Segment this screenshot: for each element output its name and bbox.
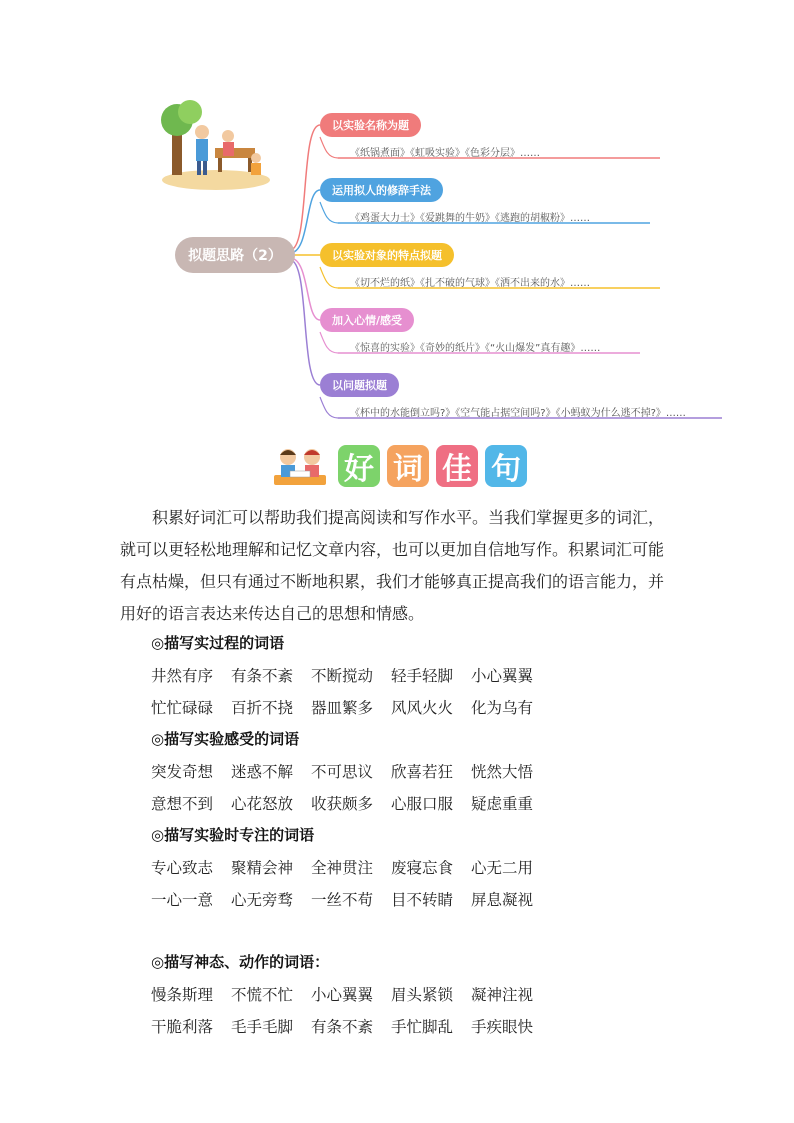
branch-feelings-examples: 《惊喜的实验》《奇妙的纸片》《“火山爆发”真有趣》…… <box>350 343 601 354</box>
word-row <box>151 888 551 910</box>
word: 手忙脚乱 <box>391 1018 454 1036</box>
word: 心无旁骛 <box>231 891 294 909</box>
section-title-expressions: ◎描写神态、动作的词语： <box>151 953 330 971</box>
word: 小心翼翼 <box>471 667 534 685</box>
title-char-1: 好 <box>338 445 380 487</box>
word: 全神贯注 <box>311 859 374 877</box>
word: 心服口服 <box>391 795 454 813</box>
word-row <box>151 664 551 686</box>
word: 专心致志 <box>151 859 214 877</box>
word: 风风火火 <box>391 699 454 717</box>
section-title-feelings: ◎描写实验感受的词语 <box>151 730 300 748</box>
word: 目不转睛 <box>391 891 454 909</box>
word: 不可思议 <box>311 763 374 781</box>
word: 意想不到 <box>151 795 214 813</box>
word-row <box>151 1015 551 1037</box>
section-title-badge <box>270 443 534 489</box>
section-title-process: ◎描写实过程的词语 <box>151 634 285 652</box>
word: 不慌不忙 <box>231 986 294 1004</box>
word: 眉头紧锁 <box>391 986 454 1004</box>
word: 废寝忘食 <box>391 859 454 877</box>
word: 不断搅动 <box>311 667 374 685</box>
word-row <box>151 792 551 814</box>
word: 有条不紊 <box>231 667 294 685</box>
title-char-2: 词 <box>387 445 429 487</box>
word-row <box>151 760 551 782</box>
word: 干脆利落 <box>151 1018 214 1036</box>
word-row <box>151 696 551 718</box>
word: 凝神注视 <box>471 986 534 1004</box>
word: 小心翼翼 <box>311 986 374 1004</box>
mind-map-root: 拟题思路（2） <box>175 237 295 273</box>
children-illustration <box>160 100 272 190</box>
word: 一丝不苟 <box>311 891 374 909</box>
word-row <box>151 856 551 878</box>
word: 心无二用 <box>471 859 534 877</box>
word: 器皿繁多 <box>311 699 374 717</box>
word: 屏息凝视 <box>471 891 534 909</box>
section-title-focus: ◎描写实验时专注的词语 <box>151 826 315 844</box>
mind-map <box>160 100 740 430</box>
word: 井然有序 <box>151 667 214 685</box>
branch-name-title: 以实验名称为题 <box>320 113 421 137</box>
branch-personification-examples: 《鸡蛋大力士》《爱跳舞的牛奶》《逃跑的胡椒粉》…… <box>350 213 590 224</box>
word: 疑虑重重 <box>471 795 534 813</box>
word: 聚精会神 <box>231 859 294 877</box>
word: 化为乌有 <box>471 699 534 717</box>
intro-paragraph: 积累好词汇可以帮助我们提高阅读和写作水平。当我们掌握更多的词汇，就可以更轻松地理解和记忆文章内容，也可以更加自信地写作。积累词汇可能有点枯燥，但只有通过不断地积累，我们才能够真正提高我们的语言能力，并用好的语言表达来传达自己的思想和情感。 <box>120 508 665 623</box>
word: 毛手毛脚 <box>231 1018 294 1036</box>
word: 百折不挠 <box>231 699 294 717</box>
word: 慢条斯理 <box>151 986 214 1004</box>
word: 心花怒放 <box>231 795 294 813</box>
title-char-4: 句 <box>485 445 527 487</box>
word: 一心一意 <box>151 891 214 909</box>
reading-kids-icon <box>270 443 330 489</box>
word: 突发奇想 <box>151 763 214 781</box>
branch-name-title-examples: 《纸锅煮面》《虹吸实验》《色彩分层》…… <box>350 148 540 159</box>
branch-question: 以问题拟题 <box>320 373 399 397</box>
branch-question-examples: 《杯中的水能倒立吗?》《空气能占据空间吗?》《小蚂蚁为什么逃不掉?》…… <box>350 408 686 419</box>
word: 欣喜若狂 <box>391 763 454 781</box>
word-row <box>151 983 551 1005</box>
branch-personification: 运用拟人的修辞手法 <box>320 178 443 202</box>
branch-feelings: 加入心情/感受 <box>320 308 414 332</box>
branch-object-feature-examples: 《切不烂的纸》《扎不破的气球》《洒不出来的水》…… <box>350 278 590 289</box>
branch-object-feature: 以实验对象的特点拟题 <box>320 243 454 267</box>
word: 轻手轻脚 <box>391 667 454 685</box>
word: 有条不紊 <box>311 1018 374 1036</box>
word: 恍然大悟 <box>471 763 534 781</box>
word: 忙忙碌碌 <box>151 699 214 717</box>
word: 迷惑不解 <box>231 763 294 781</box>
word: 手疾眼快 <box>471 1018 534 1036</box>
title-char-3: 佳 <box>436 445 478 487</box>
word: 收获颇多 <box>311 795 374 813</box>
